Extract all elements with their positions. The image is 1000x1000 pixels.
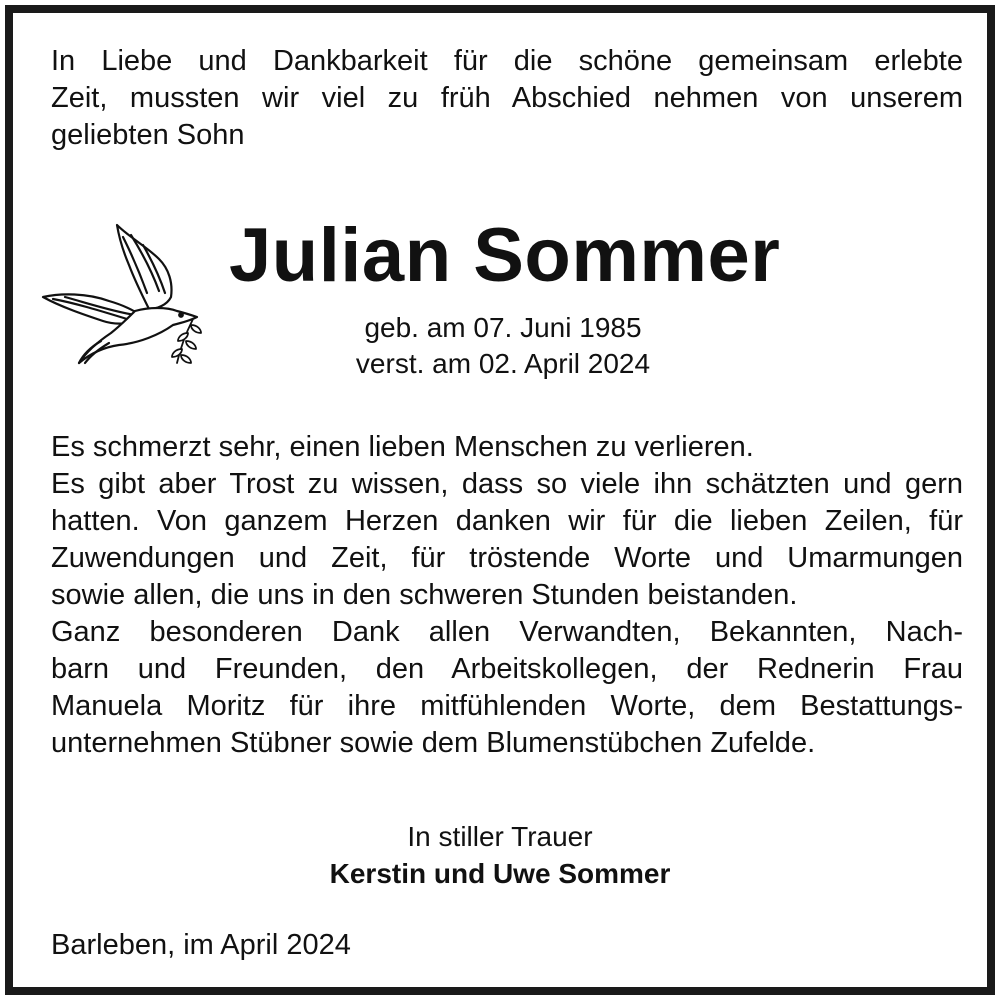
- thanks-line: hatten. Von ganzem Herzen danken wir für die lieben Zeilen, für: [51, 505, 963, 537]
- death-date: verst. am 02. April 2024: [355, 348, 651, 379]
- mourning-label: In stiller Trauer: [407, 821, 593, 852]
- thanks-text: [51, 429, 963, 762]
- thanks-line: Zuwendungen und Zeit, für tröstende Worte und Umarmungen: [51, 542, 963, 574]
- birth-date: geb. am 07. Juni 1985: [364, 312, 642, 343]
- intro-line: In Liebe und Dankbarkeit für die schöne gemeinsam erlebte: [51, 45, 963, 77]
- thanks-line: barn und Freunden, den Arbeitskollegen, der Rednerin Frau: [51, 653, 963, 685]
- thanks-line: Es gibt aber Trost zu wissen, dass so viele ihn schätzten und gern: [51, 468, 963, 500]
- dove-with-olive-branch-icon: [31, 213, 211, 373]
- thanks-line: Manuela Moritz für ihre mitfühlenden Worte, dem Bestattungs-: [51, 690, 963, 722]
- intro-text: [51, 43, 963, 154]
- place-date: Barleben, im April 2024: [51, 929, 351, 961]
- signers: Kerstin und Uwe Sommer: [329, 858, 671, 889]
- deceased-name: Julian Sommer: [229, 213, 781, 298]
- thanks-line: sowie allen, die uns in den schweren Stunden beistanden.: [51, 579, 798, 611]
- obituary-notice: [5, 5, 995, 995]
- thanks-line: unternehmen Stübner sowie dem Blumenstübchen Zufelde.: [51, 727, 816, 759]
- thanks-line: Es schmerzt sehr, einen lieben Menschen zu verlieren.: [51, 431, 754, 463]
- intro-line: Zeit, mussten wir viel zu früh Abschied nehmen von unserem: [51, 82, 963, 114]
- intro-line: geliebten Sohn: [51, 119, 245, 151]
- thanks-line: Ganz besonderen Dank allen Verwandten, Bekannten, Nach-: [51, 616, 963, 648]
